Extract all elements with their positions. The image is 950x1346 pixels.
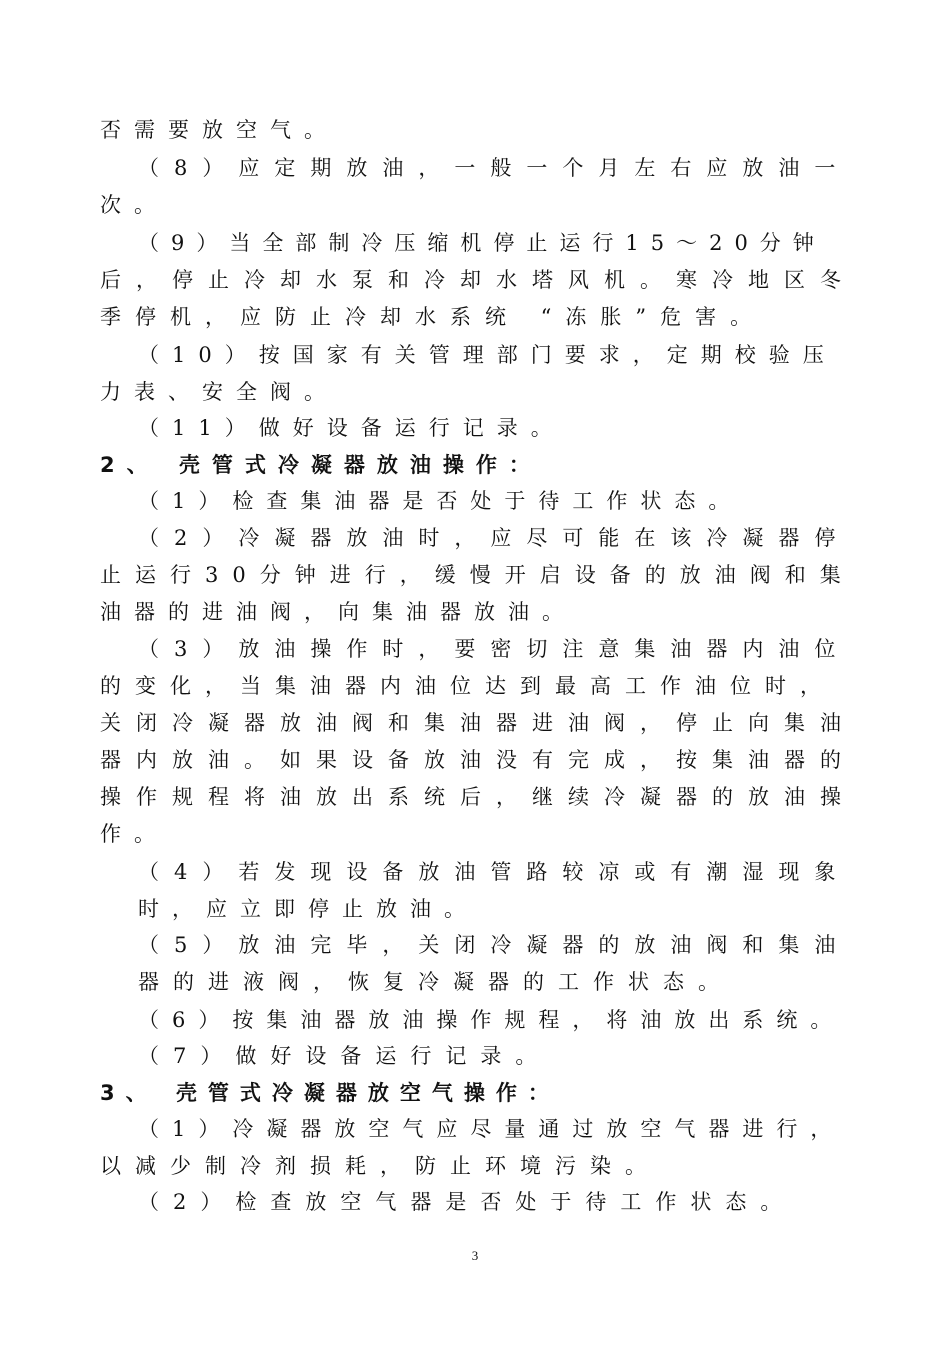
text-line: （11）做好设备运行记录。 xyxy=(138,416,565,440)
text-line: 力表、安全阀。 xyxy=(100,380,338,404)
text-line: （5）放油完毕，关闭冷凝器的放油阀和集油 xyxy=(138,933,851,957)
text-line: 时，应立即停止放油。 xyxy=(138,897,478,921)
section-heading: 3、 壳管式冷凝器放空气操作： xyxy=(100,1081,560,1105)
text-line: （6）按集油器放油操作规程，将油放出系统。 xyxy=(138,1008,845,1032)
text-line: （3）放油操作时，要密切注意集油器内油位 xyxy=(138,637,851,661)
page-number: 3 xyxy=(471,1248,479,1263)
text-line: （10）按国家有关管理部门要求，定期校验压 xyxy=(138,343,837,367)
text-line: 关闭冷凝器放油阀和集油器进油阀，停止向集油 xyxy=(100,711,856,735)
text-line: （1）检查集油器是否处于待工作状态。 xyxy=(138,489,743,513)
section-heading: 2、 壳管式冷凝器放油操作： xyxy=(100,453,542,477)
text-line: （7）做好设备运行记录。 xyxy=(138,1044,551,1068)
text-line: （4）若发现设备放油管路较凉或有潮湿现象 xyxy=(138,860,851,884)
text-line: 器内放油。如果设备放油没有完成，按集油器的 xyxy=(100,748,856,772)
text-line: 的变化，当集油器内油位达到最高工作油位时， xyxy=(100,674,835,698)
text-line: 季停机，应防止冷却水系统 “冻胀”危害。 xyxy=(100,305,766,329)
text-line: 器的进液阀，恢复冷凝器的工作状态。 xyxy=(138,970,733,994)
text-line: （2）冷凝器放油时，应尽可能在该冷凝器停 xyxy=(138,526,851,550)
text-line: 操作规程将油放出系统后，继续冷凝器的放油操 xyxy=(100,785,856,809)
text-line: 后，停止冷却水泵和冷却水塔风机。寒冷地区冬 xyxy=(100,268,856,292)
text-line: （2）检查放空气器是否处于待工作状态。 xyxy=(138,1190,796,1214)
text-line: （8）应定期放油，一般一个月左右应放油一 xyxy=(138,156,851,180)
text-line: 否需要放空气。 xyxy=(100,118,338,142)
text-line: 作。 xyxy=(100,822,168,846)
text-line: （9）当全部制冷压缩机停止运行15～20分钟 xyxy=(138,231,826,255)
text-line: 次。 xyxy=(100,193,168,217)
text-line: （1）冷凝器放空气应尽量通过放空气器进行， xyxy=(138,1117,845,1141)
text-line: 止运行30分钟进行，缓慢开启设备的放油阀和集 xyxy=(100,563,855,587)
text-line: 油器的进油阀，向集油器放油。 xyxy=(100,600,576,624)
text-line: 以减少制冷剂损耗，防止环境污染。 xyxy=(100,1154,660,1178)
